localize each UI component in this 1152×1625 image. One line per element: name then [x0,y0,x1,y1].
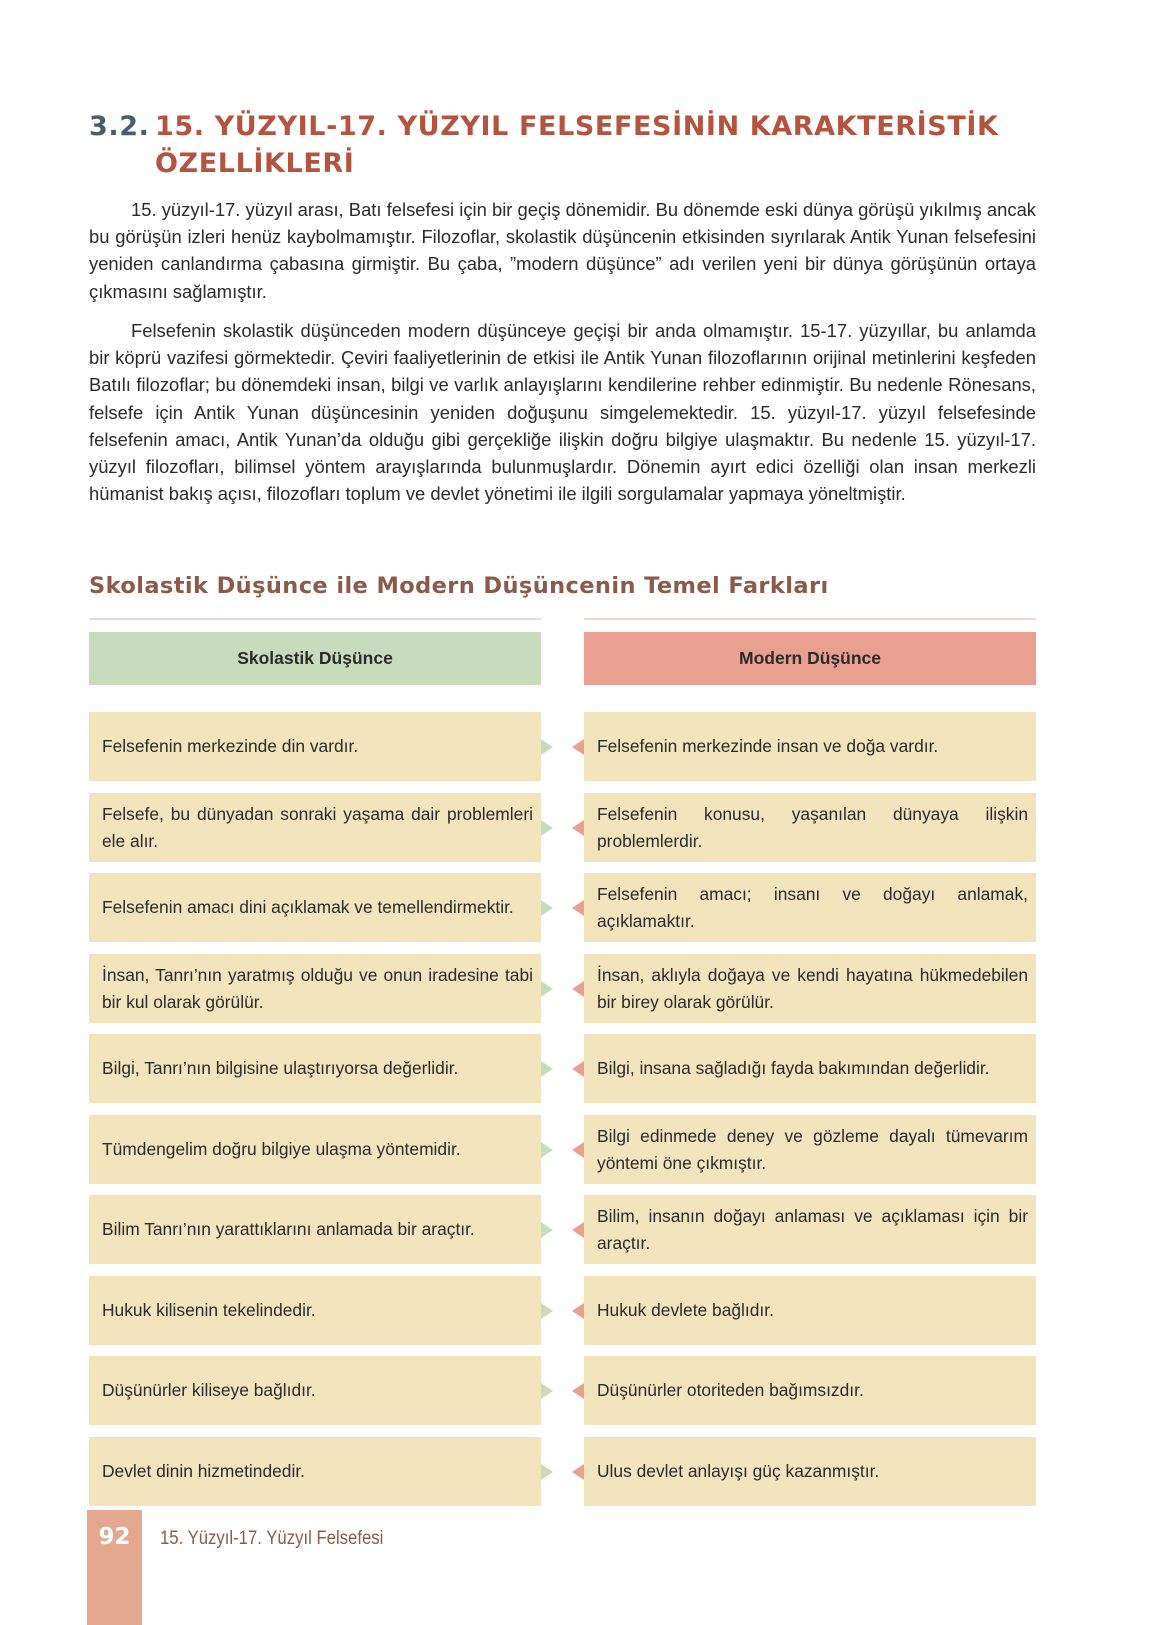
scholastic-cell [89,1356,541,1425]
right-arrow-icon [541,1061,553,1077]
right-arrow-icon [541,1464,553,1480]
right-arrow-icon [541,1303,553,1319]
scholastic-cell-text: İnsan, Tanrı’nın yaratmış olduğu ve onun iradesine tabi bir kul olarak görülür. [102,964,533,1012]
modern-cell-text: Bilgi edinmede deney ve gözleme dayalı tümevarım yöntemi öne çıkmıştır. [597,1125,1028,1173]
left-arrow-icon [572,981,584,997]
scholastic-cell-text: Hukuk kilisenin tekelindedir. [102,1300,316,1320]
section-title: 15. YÜZYIL-17. YÜZYIL FELSEFESİNİN KARAKTERİSTİK ÖZELLİKLERİ [155,111,999,179]
scholastic-cell-text: Felsefenin amacı dini açıklamak ve temellendirmektir. [102,897,514,917]
scholastic-cell-text: Tümdengelim doğru bilgiye ulaşma yöntemidir. [102,1139,461,1159]
modern-cell [584,793,1036,862]
left-arrow-icon [572,1222,584,1238]
modern-header: Modern Düşünce [584,632,1036,685]
modern-cell [584,1356,1036,1425]
modern-cell-text: Felsefenin amacı; insanı ve doğayı anlamak, açıklamaktır. [597,883,1028,931]
left-arrow-icon [572,1303,584,1319]
scholastic-cell [89,1276,541,1345]
right-arrow-icon [541,981,553,997]
left-arrow-icon [572,820,584,836]
paragraph-1: 15. yüzyıl-17. yüzyıl arası, Batı felsefesi için bir geçiş dönemidir. Bu dönemde eski dünya görüşü yıkılmış ancak bu görüşün izleri henüz kaybolmamıştır. Filozoflar, skolastik düşüncenin etkisinden sıyrılarak Antik Yunan felsefesini yeniden canlandırma çabasına girmiştir. Bu çaba, ”modern düşünce” adı verilen yeni bir dünya görüşünün ortaya çıkmasını sağlamıştır. [89,199,1036,302]
scholastic-cell-text: Bilgi, Tanrı’nın bilgisine ulaştırıyorsa değerlidir. [102,1058,459,1078]
modern-cell-text: Bilim, insanın doğayı anlaması ve açıklaması için bir araçtır. [597,1205,1028,1253]
left-arrow-icon [572,1061,584,1077]
scholastic-cell [89,873,541,942]
modern-cell-text: Felsefenin konusu, yaşanılan dünyaya ilişkin problemlerdir. [597,803,1028,851]
right-arrow-icon [541,1142,553,1158]
running-title: 15. Yüzyıl-17. Yüzyıl Felsefesi [160,1528,384,1549]
modern-cell-text: Ulus devlet anlayışı güç kazanmıştır. [597,1461,880,1481]
modern-cell [584,1437,1036,1506]
modern-cell-text: İnsan, aklıyla doğaya ve kendi hayatına hükmedebilen bir birey olarak görülür. [597,964,1028,1012]
scholastic-cell-text: Felsefenin merkezinde din vardır. [102,736,359,756]
scholastic-cell-text: Düşünürler kiliseye bağlıdır. [102,1380,316,1400]
comparison-table-title: Skolastik Düşünce ile Modern Düşüncenin Temel Farkları [89,573,829,599]
scholastic-cell [89,1115,541,1184]
scholastic-cell-text: Devlet dinin hizmetindedir. [102,1461,305,1481]
right-arrow-icon [541,1222,553,1238]
modern-cell [584,1195,1036,1264]
modern-cell [584,954,1036,1023]
scholastic-cell [89,1437,541,1506]
modern-cell [584,1034,1036,1103]
left-arrow-icon [572,1464,584,1480]
scholastic-cell [89,1034,541,1103]
left-arrow-icon [572,1142,584,1158]
modern-cell [584,873,1036,942]
left-divider [89,618,541,620]
section-number: 3.2. [89,111,150,142]
left-arrow-icon [572,739,584,755]
scholastic-cell [89,1195,541,1264]
left-arrow-icon [572,1383,584,1399]
scholastic-cell-text: Felsefe, bu dünyadan sonraki yaşama dair problemleri ele alır. [102,803,533,851]
modern-cell-text: Hukuk devlete bağlıdır. [597,1300,774,1320]
right-arrow-icon [541,739,553,755]
left-arrow-icon [572,900,584,916]
modern-cell-text: Felsefenin merkezinde insan ve doğa vardır. [597,736,939,756]
right-divider [584,618,1036,620]
paragraph-2: Felsefenin skolastik düşünceden modern düşünceye geçişi bir anda olmamıştır. 15-17. yüzyıllar, bu anlamda bir köprü vazifesi görmektedir. Çeviri faaliyetlerinin de etkisi ile Antik Yunan filozoflarının orijinal metinlerini keşfeden Batılı filozoflar; bu dönemdeki insan, bilgi ve varlık anlayışlarını kendilerine rehber edinmiştir. Bu nedenle Rönesans, felsefe için Antik Yunan düşüncesinin yeniden doğuşunu simgelemektedir. 15. yüzyıl-17. yüzyıl felsefesinde felsefenin amacı, Antik Yunan’da olduğu gibi gerçekliğe ilişkin doğru bilgiye ulaşmaktır. Bu nedenle 15. yüzyıl-17. yüzyıl filozofları, bilimsel yöntem arayışlarında bulunmuşlardır. Dönemin ayırt edici özelliği olan insan merkezli hümanist bakış açısı, filozofları toplum ve devlet yönetimi ile ilgili sorgulamalar yapmaya yöneltmiştir. [89,320,1036,505]
modern-cell-text: Düşünürler otoriteden bağımsızdır. [597,1380,864,1400]
right-arrow-icon [541,820,553,836]
scholastic-cell [89,712,541,781]
scholastic-cell [89,954,541,1023]
right-arrow-icon [541,1383,553,1399]
modern-cell-text: Bilgi, insana sağladığı fayda bakımından değerlidir. [597,1058,990,1078]
page-number: 92 [98,1524,131,1550]
section-heading [89,108,1049,182]
scholastic-cell-text: Bilim Tanrı’nın yarattıklarını anlamada bir araçtır. [102,1219,475,1239]
scholastic-header: Skolastik Düşünce [89,632,541,685]
scholastic-cell [89,793,541,862]
right-arrow-icon [541,900,553,916]
modern-cell [584,712,1036,781]
modern-cell [584,1115,1036,1184]
modern-cell [584,1276,1036,1345]
